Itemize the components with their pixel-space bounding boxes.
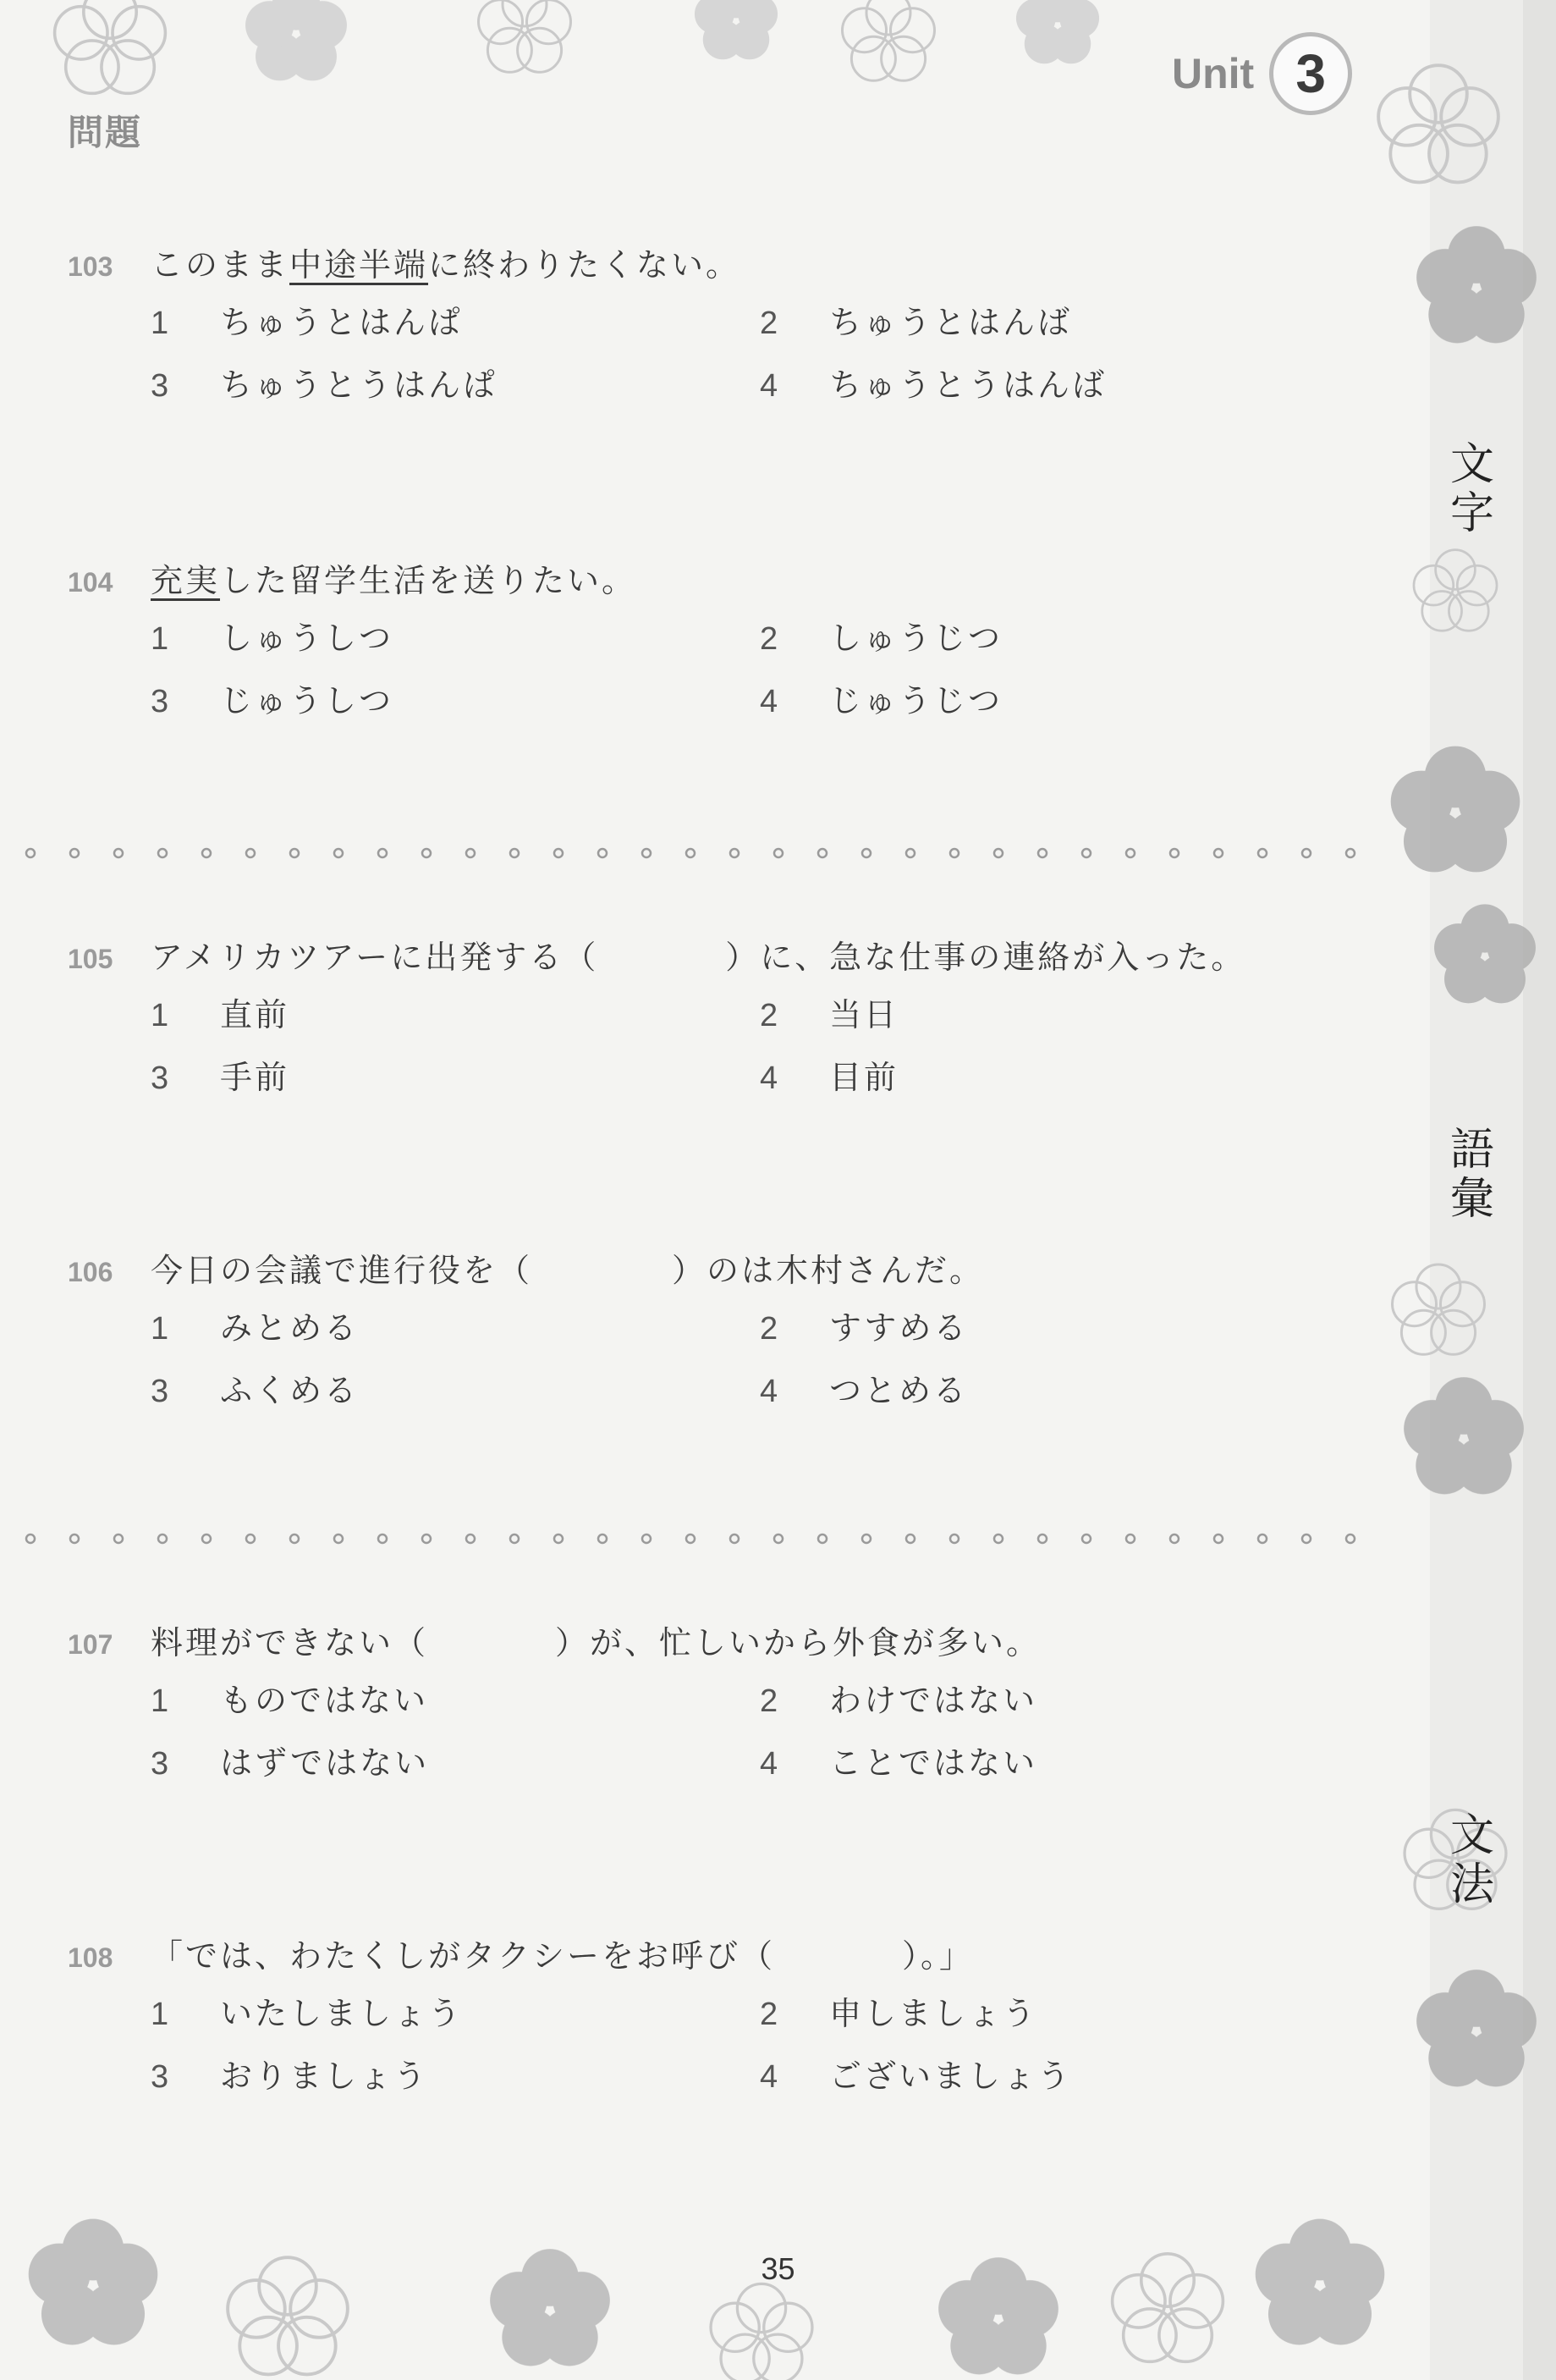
divider-dot bbox=[246, 1534, 255, 1543]
divider-dot bbox=[862, 1534, 871, 1543]
dotted-divider bbox=[22, 845, 1393, 862]
option-1[interactable]: 1 みとめる bbox=[151, 1309, 360, 1347]
divider-dot bbox=[1258, 849, 1267, 857]
divider-dot bbox=[1038, 1534, 1047, 1543]
divider-dot bbox=[1346, 849, 1355, 857]
divider-dot bbox=[422, 849, 431, 857]
option-1[interactable]: 1 いたしましょう bbox=[151, 1995, 464, 2032]
option-3[interactable]: 3 ちゅうとうはんぱ bbox=[151, 366, 498, 404]
question-number: 106 bbox=[68, 1257, 113, 1287]
question-text: このまま中途半端に終わりたくない。 bbox=[151, 246, 741, 284]
divider-dot bbox=[70, 1534, 79, 1543]
divider-dot bbox=[510, 1534, 519, 1543]
divider-dot bbox=[1170, 849, 1179, 857]
divider-dot bbox=[730, 849, 739, 857]
option-2[interactable]: 2 しゅうじつ bbox=[760, 620, 1003, 657]
divider-dot bbox=[1214, 1534, 1223, 1543]
question-number: 104 bbox=[68, 567, 113, 598]
divider-dot bbox=[906, 1534, 915, 1543]
page-number: 35 bbox=[761, 2251, 795, 2286]
question-number: 107 bbox=[68, 1629, 113, 1660]
divider-dot bbox=[642, 1534, 651, 1543]
side-label-bunpo: 文法 bbox=[1449, 1810, 1494, 1910]
divider-dot bbox=[1082, 849, 1091, 857]
underlined-word: 中途半端 bbox=[289, 246, 429, 284]
divider-dot bbox=[378, 1534, 387, 1543]
question-103 bbox=[68, 239, 1388, 416]
divider-dot bbox=[246, 849, 255, 857]
divider-dot bbox=[202, 1534, 211, 1543]
divider-dot bbox=[686, 1534, 695, 1543]
divider-dot bbox=[1126, 1534, 1135, 1543]
divider-dot bbox=[950, 849, 959, 857]
divider-dot bbox=[950, 1534, 959, 1543]
option-3[interactable]: 3 はずではない bbox=[151, 1744, 430, 1782]
divider-dot bbox=[554, 849, 563, 857]
option-4[interactable]: 4 じゅうじつ bbox=[760, 682, 1003, 719]
option-2[interactable]: 2 すすめる bbox=[760, 1309, 969, 1347]
divider-dot bbox=[818, 1534, 827, 1543]
divider-dot bbox=[334, 849, 343, 857]
question-text: 充実した留学生活を送りたい。 bbox=[151, 562, 637, 599]
question-text: 料理ができない（ ）が、忙しいから外食が多い。 bbox=[151, 1624, 1042, 1661]
question-104 bbox=[68, 554, 1388, 732]
question-107 bbox=[68, 1617, 1388, 1794]
unit-label: Unit bbox=[1172, 50, 1255, 97]
divider-dot bbox=[994, 849, 1003, 857]
divider-dot bbox=[290, 849, 299, 857]
question-number: 108 bbox=[68, 1942, 113, 1973]
option-4[interactable]: 4 ございましょう bbox=[760, 2058, 1073, 2095]
option-3[interactable]: 3 ふくめる bbox=[151, 1372, 360, 1409]
divider-dot bbox=[1346, 1534, 1355, 1543]
divider-dot bbox=[686, 849, 695, 857]
divider-dot bbox=[906, 849, 915, 857]
option-4[interactable]: 4 目前 bbox=[760, 1059, 899, 1096]
divider-dot bbox=[774, 849, 783, 857]
question-number: 103 bbox=[68, 251, 113, 282]
option-2[interactable]: 2 当日 bbox=[760, 996, 899, 1033]
divider-dot bbox=[26, 1534, 35, 1543]
divider-dot bbox=[26, 849, 35, 857]
divider-dot bbox=[598, 1534, 607, 1543]
option-3[interactable]: 3 じゅうしつ bbox=[151, 682, 394, 719]
option-1[interactable]: 1 ちゅうとはんぱ bbox=[151, 304, 464, 341]
option-2[interactable]: 2 ちゅうとはんば bbox=[760, 304, 1073, 341]
question-text: アメリカツアーに出発する（ ）に、急な仕事の連絡が入った。 bbox=[151, 939, 1246, 976]
divider-dot bbox=[70, 849, 79, 857]
option-1[interactable]: 1 しゅうしつ bbox=[151, 620, 394, 657]
option-1[interactable]: 1 ものではない bbox=[151, 1682, 429, 1719]
divider-dot bbox=[158, 849, 167, 857]
question-105 bbox=[68, 931, 1388, 1109]
divider-dot bbox=[862, 849, 871, 857]
divider-dot bbox=[730, 1534, 739, 1543]
unit-number: 3 bbox=[1269, 32, 1352, 115]
divider-dot bbox=[1038, 849, 1047, 857]
question-text: 「では、わたくしがタクシーをお呼び（ ）。」 bbox=[151, 1937, 975, 1975]
divider-dot bbox=[466, 849, 475, 857]
divider-dot bbox=[554, 1534, 563, 1543]
divider-dot bbox=[1302, 849, 1311, 857]
divider-dot bbox=[158, 1534, 167, 1543]
section-title: 問題 bbox=[68, 112, 143, 153]
divider-dot bbox=[422, 1534, 431, 1543]
divider-dot bbox=[994, 1534, 1003, 1543]
divider-dot bbox=[598, 849, 607, 857]
option-1[interactable]: 1 直前 bbox=[151, 996, 290, 1033]
divider-dot bbox=[378, 849, 387, 857]
divider-dot bbox=[114, 849, 123, 857]
question-text: 今日の会議で進行役を（ ）のは木村さんだ。 bbox=[151, 1252, 985, 1289]
question-number: 105 bbox=[68, 944, 113, 974]
divider-dot bbox=[202, 849, 211, 857]
option-2[interactable]: 2 わけではない bbox=[760, 1682, 1038, 1719]
divider-dot bbox=[114, 1534, 123, 1543]
question-108 bbox=[68, 1930, 1388, 2107]
divider-dot bbox=[818, 849, 827, 857]
divider-dot bbox=[1082, 1534, 1091, 1543]
option-4[interactable]: 4 ことではない bbox=[760, 1744, 1038, 1782]
divider-dot bbox=[1302, 1534, 1311, 1543]
side-label-moji: 文字 bbox=[1449, 439, 1494, 539]
option-3[interactable]: 3 手前 bbox=[151, 1059, 290, 1096]
divider-dot bbox=[1214, 849, 1223, 857]
divider-dot bbox=[1170, 1534, 1179, 1543]
question-106 bbox=[68, 1244, 1388, 1422]
option-2[interactable]: 2 申しましょう bbox=[760, 1995, 1038, 2032]
option-4[interactable]: 4 つとめる bbox=[760, 1372, 969, 1409]
divider-dot bbox=[466, 1534, 475, 1543]
option-4[interactable]: 4 ちゅうとうはんば bbox=[760, 366, 1108, 404]
divider-dot bbox=[774, 1534, 783, 1543]
divider-dot bbox=[290, 1534, 299, 1543]
side-label-goi: 語彙 bbox=[1449, 1125, 1494, 1225]
divider-dot bbox=[334, 1534, 343, 1543]
divider-dot bbox=[1126, 849, 1135, 857]
underlined-word: 充実 bbox=[151, 562, 221, 599]
option-3[interactable]: 3 おりましょう bbox=[151, 2058, 429, 2095]
divider-dot bbox=[1258, 1534, 1267, 1543]
dotted-divider bbox=[22, 1530, 1393, 1547]
divider-dot bbox=[642, 849, 651, 857]
divider-dot bbox=[510, 849, 519, 857]
unit-badge bbox=[1172, 36, 1352, 112]
